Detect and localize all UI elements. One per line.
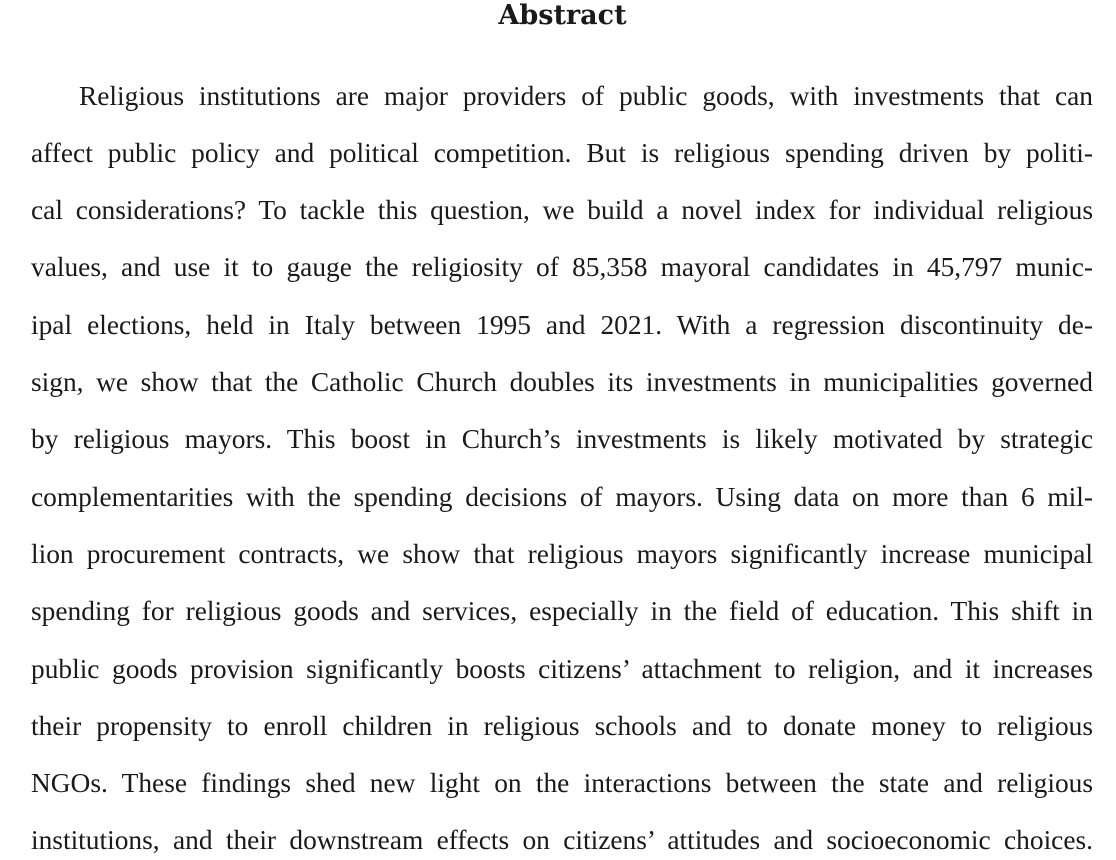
abstract-line: institutions, and their downstream effects on citizens’ attitudes and socioeconomic choices.	[31, 825, 1093, 855]
abstract-line: public goods provision significantly boosts citizens’ attachment to religion, and it increases	[31, 654, 1093, 684]
abstract-line: sign, we show that the Catholic Church doubles its investments in municipalities governed	[31, 367, 1093, 397]
abstract-line: complementarities with the spending decisions of mayors. Using data on more than 6 mil-	[31, 482, 1093, 512]
abstract-line: affect public policy and political competition. But is religious spending driven by politi-	[31, 138, 1093, 168]
abstract-line: cal considerations? To tackle this question, we build a novel index for individual religious	[31, 195, 1093, 225]
abstract-line: ipal elections, held in Italy between 1995 and 2021. With a regression discontinuity de-	[31, 310, 1093, 340]
abstract-line: values, and use it to gauge the religiosity of 85,358 mayoral candidates in 45,797 munic-	[31, 252, 1093, 282]
abstract-line: by religious mayors. This boost in Church’s investments is likely motivated by strategic	[31, 424, 1093, 454]
abstract-title: Abstract	[498, 0, 627, 31]
abstract-line: their propensity to enroll children in religious schools and to donate money to religious	[31, 711, 1093, 741]
abstract-line: lion procurement contracts, we show that religious mayors significantly increase municipal	[31, 539, 1093, 569]
abstract-line: NGOs. These findings shed new light on the interactions between the state and religious	[31, 768, 1093, 798]
abstract-line: Religious institutions are major providers of public goods, with investments that can	[79, 81, 1093, 111]
abstract-line: spending for religious goods and services, especially in the field of education. This shift in	[31, 596, 1093, 626]
